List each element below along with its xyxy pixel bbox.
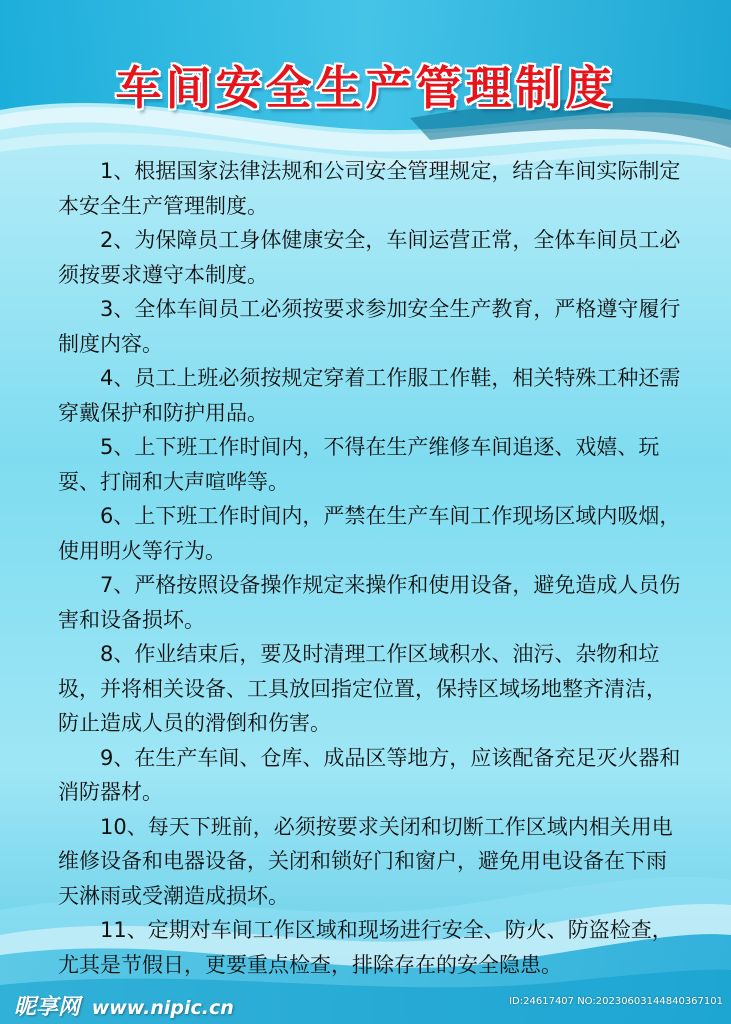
page-title: 车间安全生产管理制度 — [115, 61, 616, 115]
rule-item: 7、严格按照设备操作规定来操作和使用设备，避免造成人员伤害和设备损坏。 — [58, 573, 681, 632]
rule-item: 2、为保障员工身体健康安全，车间运营正常，全体车间员工必须按要求遵守本制度。 — [58, 228, 681, 287]
rule-item: 11、定期对车间工作区域和现场进行安全、防火、防盗检查，尤其是节假日，更要重点检查，排除存在的安全隐患。 — [58, 918, 673, 977]
rule-item: 9、在生产车间、仓库、成品区等地方，应该配备充足灭火器和消防器材。 — [58, 745, 681, 804]
watermark-logo — [14, 990, 234, 1021]
rule-item: 6、上下班工作时间内，严禁在生产车间工作现场区域内吸烟，使用明火等行为。 — [58, 504, 681, 563]
title-container — [0, 52, 731, 118]
watermark-id: ID:24617407 NO:20230603144840367101 — [509, 996, 723, 1007]
rule-item: 8、作业结束后，要及时清理工作区域积水、油污、杂物和垃圾，并将相关设备、工具放回指定位置，保持区域场地整齐清洁，防止造成人员的滑倒和伤害。 — [58, 642, 667, 735]
rule-item: 3、全体车间员工必须按要求参加安全生产教育，严格遵守履行制度内容。 — [58, 297, 681, 356]
rules-list — [58, 154, 682, 982]
rule-item: 5、上下班工作时间内，不得在生产维修车间追逐、戏嬉、玩耍、打闹和大声喧哗等。 — [58, 435, 660, 494]
watermark-url: www.nipic.cn — [91, 997, 234, 1019]
watermark-logo-text: 昵享网 — [14, 995, 81, 1020]
rule-item: 4、员工上班必须按规定穿着工作服工作鞋，相关特殊工种还需穿戴保护和防护用品。 — [58, 366, 681, 425]
rule-item: 1、根据国家法律法规和公司安全管理规定，结合车间实际制定本安全生产管理制度。 — [58, 159, 681, 218]
rule-item: 10、每天下班前，必须按要求关闭和切断工作区域内相关用电维修设备和电器设备，关闭和锁好门和窗户，避免用电设备在下雨天淋雨或受潮造成损坏。 — [58, 814, 673, 908]
